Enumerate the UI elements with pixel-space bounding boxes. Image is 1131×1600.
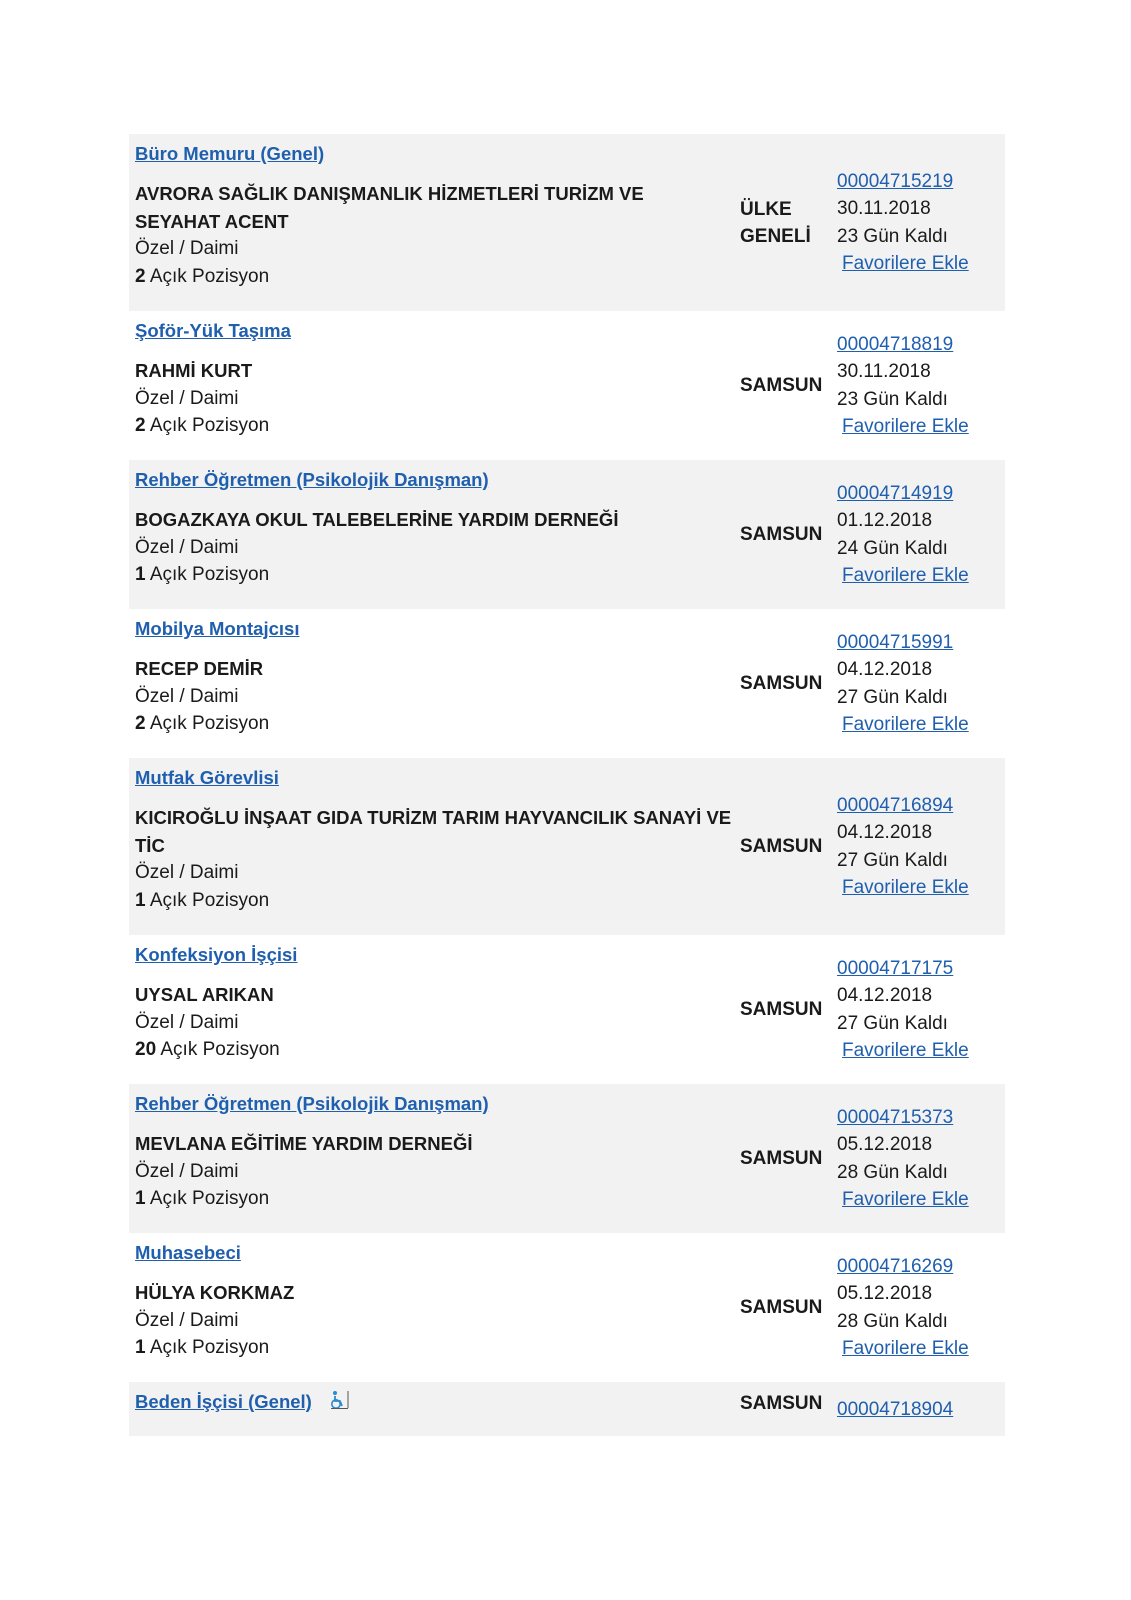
add-favorite-link[interactable]: Favorilere Ekle xyxy=(842,877,969,898)
listing-ref-link[interactable]: 00004715373 xyxy=(837,1106,954,1128)
company-name: BOGAZKAYA OKUL TALEBELERİNE YARDIM DERNEĞİ xyxy=(135,509,619,530)
location: SAMSUN xyxy=(740,1297,823,1318)
wheelchair-icon xyxy=(328,1390,350,1410)
open-positions xyxy=(135,561,734,589)
location: SAMSUN xyxy=(740,375,823,396)
listing-ref-link[interactable]: 00004718819 xyxy=(837,333,954,355)
job-title-link[interactable]: Muhasebeci xyxy=(135,1242,241,1263)
listing-main xyxy=(129,1233,740,1382)
open-positions xyxy=(135,412,734,440)
add-favorite-link[interactable]: Favorilere Ekle xyxy=(842,416,969,437)
days-left: 28 Gün Kaldı xyxy=(837,1161,948,1183)
positions-label: Açık Pozisyon xyxy=(149,415,270,436)
listing-ref-link[interactable]: 00004718904 xyxy=(837,1399,954,1420)
listing-row xyxy=(129,1233,1005,1382)
open-positions xyxy=(135,1334,734,1362)
days-left: 23 Gün Kaldı xyxy=(837,388,948,410)
job-title-link[interactable]: Mobilya Montajcısı xyxy=(135,618,300,639)
positions-count: 20 xyxy=(135,1039,157,1060)
company-name: KICIROĞLU İNŞAAT GIDA TURİZM TARIM HAYVANCILIK SANAYİ VE TİC xyxy=(135,807,732,856)
add-favorite-link[interactable]: Favorilere Ekle xyxy=(842,565,969,586)
deadline-date: 30.11.2018 xyxy=(837,361,931,382)
listing-info xyxy=(837,311,1005,460)
employment-type: Özel / Daimi xyxy=(135,862,239,883)
deadline-date: 04.12.2018 xyxy=(837,659,933,680)
job-title-link[interactable]: Büro Memuru (Genel) xyxy=(135,143,325,164)
job-title-link[interactable]: Rehber Öğretmen (Psikolojik Danışman) xyxy=(135,469,489,490)
company-name: RAHMİ KURT xyxy=(135,360,253,381)
open-positions xyxy=(135,887,734,915)
employment-type: Özel / Daimi xyxy=(135,685,239,707)
listing-info xyxy=(837,460,1005,609)
listing-row xyxy=(129,311,1005,460)
company-name: AVRORA SAĞLIK DANIŞMANLIK HİZMETLERİ TURİZM VE SEYAHAT ACENT xyxy=(135,183,644,232)
positions-count: 1 xyxy=(135,889,146,911)
listing-row xyxy=(129,1382,1005,1436)
positions-count: 2 xyxy=(135,265,146,287)
deadline-date: 01.12.2018 xyxy=(837,510,933,531)
listing-ref-link[interactable]: 00004716269 xyxy=(837,1255,954,1277)
positions-count: 1 xyxy=(135,1337,146,1358)
listing-main xyxy=(129,1084,740,1233)
job-title-link[interactable]: Konfeksiyon İşçisi xyxy=(135,944,298,965)
deadline-date: 05.12.2018 xyxy=(837,1134,933,1155)
open-positions xyxy=(135,1185,734,1213)
listing-info xyxy=(837,1084,1005,1233)
employment-type: Özel / Daimi xyxy=(135,238,239,259)
listing-main xyxy=(129,134,740,311)
location: ÜLKE GENELİ xyxy=(740,198,811,247)
positions-label: Açık Pozisyon xyxy=(149,889,270,911)
days-left: 27 Gün Kaldı xyxy=(837,686,948,708)
listing-row xyxy=(129,935,1005,1084)
listing-main xyxy=(129,1382,740,1436)
listing-ref-link[interactable]: 00004716894 xyxy=(837,794,954,816)
listing-info xyxy=(837,609,1005,758)
employment-type: Özel / Daimi xyxy=(135,1011,239,1033)
deadline-date: 30.11.2018 xyxy=(837,198,931,219)
positions-count: 2 xyxy=(135,415,146,436)
location: SAMSUN xyxy=(740,836,823,857)
employment-type: Özel / Daimi xyxy=(135,536,239,558)
job-title-link[interactable]: Şoför-Yük Taşıma xyxy=(135,320,291,341)
positions-label: Açık Pozisyon xyxy=(149,1188,270,1209)
add-favorite-link[interactable]: Favorilere Ekle xyxy=(842,253,969,274)
listing-ref-link[interactable]: 00004715991 xyxy=(837,631,954,653)
listing-main xyxy=(129,758,740,935)
location: SAMSUN xyxy=(740,1393,823,1414)
listing-main xyxy=(129,311,740,460)
job-listings xyxy=(129,134,1005,1436)
positions-label: Açık Pozisyon xyxy=(149,564,270,585)
listing-info xyxy=(837,134,1005,311)
add-favorite-link[interactable]: Favorilere Ekle xyxy=(842,1040,969,1061)
deadline-date: 04.12.2018 xyxy=(837,822,933,843)
add-favorite-link[interactable]: Favorilere Ekle xyxy=(842,1189,969,1210)
job-title-link[interactable]: Beden İşçisi (Genel) xyxy=(135,1391,312,1412)
listing-info xyxy=(837,758,1005,935)
listing-main xyxy=(129,609,740,758)
positions-label: Açık Pozisyon xyxy=(149,265,270,287)
open-positions xyxy=(135,710,734,738)
days-left: 27 Gün Kaldı xyxy=(837,849,948,871)
positions-count: 2 xyxy=(135,713,146,734)
days-left: 23 Gün Kaldı xyxy=(837,225,948,247)
positions-count: 1 xyxy=(135,1188,146,1209)
positions-label: Açık Pozisyon xyxy=(149,1337,270,1358)
employment-type: Özel / Daimi xyxy=(135,1160,239,1182)
company-name: HÜLYA KORKMAZ xyxy=(135,1282,295,1303)
days-left: 27 Gün Kaldı xyxy=(837,1012,948,1034)
listing-info xyxy=(837,1233,1005,1382)
listing-row xyxy=(129,609,1005,758)
positions-label: Açık Pozisyon xyxy=(149,713,270,734)
listing-ref-link[interactable]: 00004714919 xyxy=(837,482,954,504)
company-name: UYSAL ARIKAN xyxy=(135,984,274,1005)
open-positions xyxy=(135,1036,734,1064)
listing-main xyxy=(129,935,740,1084)
location: SAMSUN xyxy=(740,1148,823,1169)
open-positions xyxy=(135,263,734,291)
company-name: RECEP DEMİR xyxy=(135,658,264,679)
add-favorite-link[interactable]: Favorilere Ekle xyxy=(842,1338,969,1359)
positions-label: Açık Pozisyon xyxy=(160,1039,280,1060)
deadline-date: 05.12.2018 xyxy=(837,1283,933,1304)
listing-row xyxy=(129,134,1005,311)
location: SAMSUN xyxy=(740,524,823,545)
listing-info xyxy=(837,935,1005,1084)
employment-type: Özel / Daimi xyxy=(135,1309,239,1331)
days-left: 28 Gün Kaldı xyxy=(837,1310,948,1332)
days-left: 24 Gün Kaldı xyxy=(837,537,948,559)
listing-row xyxy=(129,460,1005,609)
company-name: MEVLANA EĞİTİME YARDIM DERNEĞİ xyxy=(135,1133,473,1154)
location: SAMSUN xyxy=(740,673,823,694)
add-favorite-link[interactable]: Favorilere Ekle xyxy=(842,714,969,735)
job-title-link[interactable]: Mutfak Görevlisi xyxy=(135,767,279,788)
positions-count: 1 xyxy=(135,564,146,585)
listing-row xyxy=(129,758,1005,935)
deadline-date: 04.12.2018 xyxy=(837,985,933,1006)
listing-row xyxy=(129,1084,1005,1233)
job-title-link[interactable]: Rehber Öğretmen (Psikolojik Danışman) xyxy=(135,1093,489,1114)
listing-main xyxy=(129,460,740,609)
listing-info xyxy=(837,1382,1005,1436)
listing-ref-link[interactable]: 00004717175 xyxy=(837,957,954,979)
listing-ref-link[interactable]: 00004715219 xyxy=(837,170,954,192)
employment-type: Özel / Daimi xyxy=(135,387,239,409)
location: SAMSUN xyxy=(740,999,823,1020)
